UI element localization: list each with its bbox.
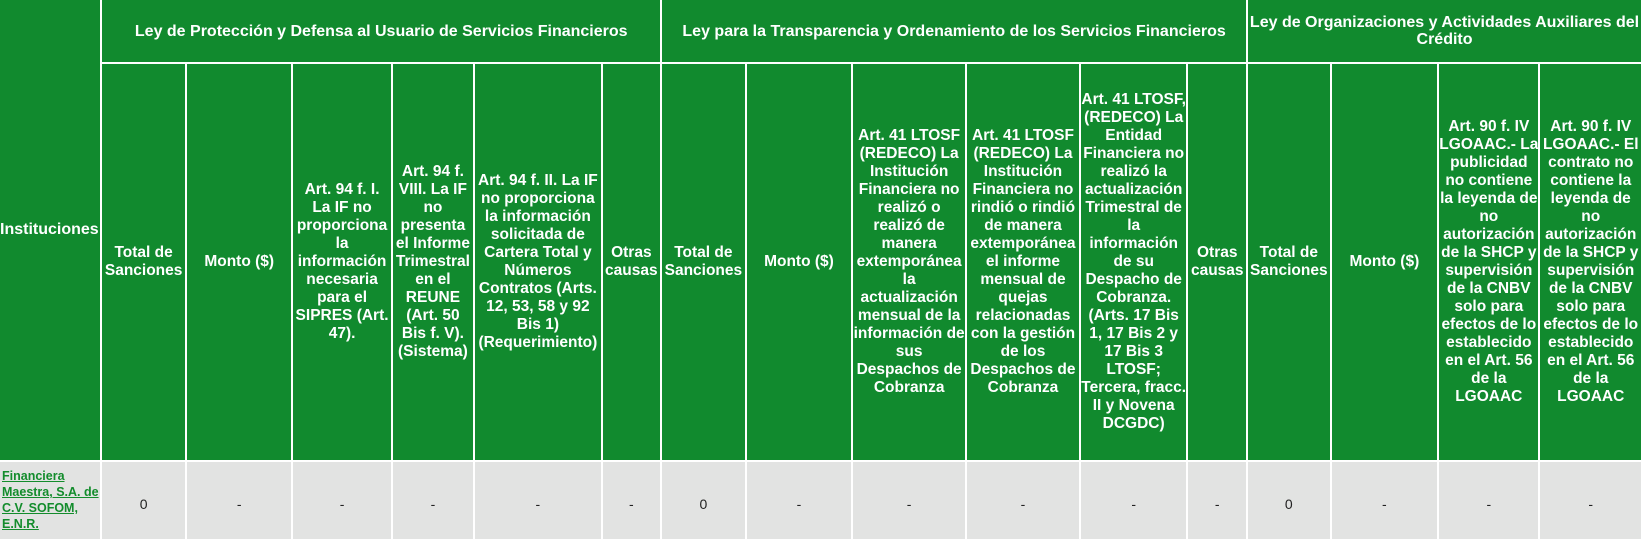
column-header-row (0, 64, 1641, 460)
table-cell: - (393, 462, 473, 539)
table-cell: - (853, 462, 965, 539)
col-header-art94-f1: Art. 94 f. I. La IF no proporciona la información necesaria para el SIPRES (Art. 47). (293, 64, 390, 460)
col-header-monto: Monto ($) (187, 64, 292, 460)
col-header-total-sanciones: Total de Sanciones (1248, 64, 1330, 460)
group-header-lgoaac: Ley de Organizaciones y Actividades Auxiliares del Crédito (1248, 0, 1641, 62)
col-header-art41-actualizacion-mensual: Art. 41 LTOSF (REDECO) La Institución Financiera no realizó o realizó de manera extemporánea la actualización mensual de la información de sus Despachos de Cobranza (853, 64, 965, 460)
table-cell: 0 (1248, 462, 1330, 539)
col-header-art90-publicidad: Art. 90 f. IV LGOAAC.- La publicidad no contiene la leyenda de no autorización de la SHCP y supervisión de la CNBV solo para efectos de lo establecido en el Art. 56 de la LGOAAC (1439, 64, 1538, 460)
col-header-art41-actualizacion-trimestral: Art. 41 LTOSF, (REDECO) La Entidad Financiera no realizó la actualización Trimestral de la información de su Despacho de Cobranza. (Arts. 17 Bis 1, 17 Bis 2 y 17 Bis 3 LTOSF; Tercera, fracc. II y Novena DCGDC) (1081, 64, 1187, 460)
table-cell: - (1332, 462, 1438, 539)
table-cell: - (187, 462, 292, 539)
table-cell: - (603, 462, 661, 539)
institution-link[interactable]: Financiera Maestra, S.A. de C.V. SOFOM, E.N.R. (2, 469, 99, 531)
col-header-monto: Monto ($) (1332, 64, 1438, 460)
col-header-otras-causas: Otras causas (1188, 64, 1246, 460)
col-header-art90-contrato: Art. 90 f. IV LGOAAC.- El contrato no contiene la leyenda de no autorización de la SHCP y supervisión de la CNBV solo para efectos de lo establecido en el Art. 56 de la LGOAAC (1540, 64, 1641, 460)
table-cell: 0 (662, 462, 745, 539)
col-header-monto: Monto ($) (747, 64, 852, 460)
instituciones-header: Instituciones (0, 0, 100, 460)
group-header-ltosf: Ley para la Transparencia y Ordenamiento de los Servicios Financieros (662, 0, 1246, 62)
col-header-total-sanciones: Total de Sanciones (102, 64, 185, 460)
col-header-art41-informe-quejas: Art. 41 LTOSF (REDECO) La Institución Financiera no rindió o rindió de manera extemporánea el informe mensual de quejas relacionadas con la gestión de los Despachos de Cobranza (967, 64, 1079, 460)
table-cell: - (1081, 462, 1187, 539)
table-cell: - (293, 462, 390, 539)
col-header-art94-f8: Art. 94 f. VIII. La IF no presenta el Informe Trimestral en el REUNE (Art. 50 Bis f. V). (Sistema) (393, 64, 473, 460)
table-cell: - (967, 462, 1079, 539)
table-cell: - (1540, 462, 1641, 539)
table-row (0, 462, 1641, 539)
table-cell: - (1439, 462, 1538, 539)
institution-cell (0, 462, 100, 539)
col-header-otras-causas: Otras causas (603, 64, 661, 460)
group-header-lpdusf: Ley de Protección y Defensa al Usuario de Servicios Financieros (102, 0, 660, 62)
col-header-art94-f2: Art. 94 f. II. La IF no proporciona la información solicitada de Cartera Total y Números Contratos (Arts. 12, 53, 58 y 92 Bis 1) (Requerimiento) (475, 64, 600, 460)
table-cell: - (1188, 462, 1246, 539)
group-header-row (0, 0, 1641, 62)
table-cell: 0 (102, 462, 185, 539)
col-header-total-sanciones: Total de Sanciones (662, 64, 745, 460)
table-cell: - (747, 462, 852, 539)
table-cell: - (475, 462, 600, 539)
